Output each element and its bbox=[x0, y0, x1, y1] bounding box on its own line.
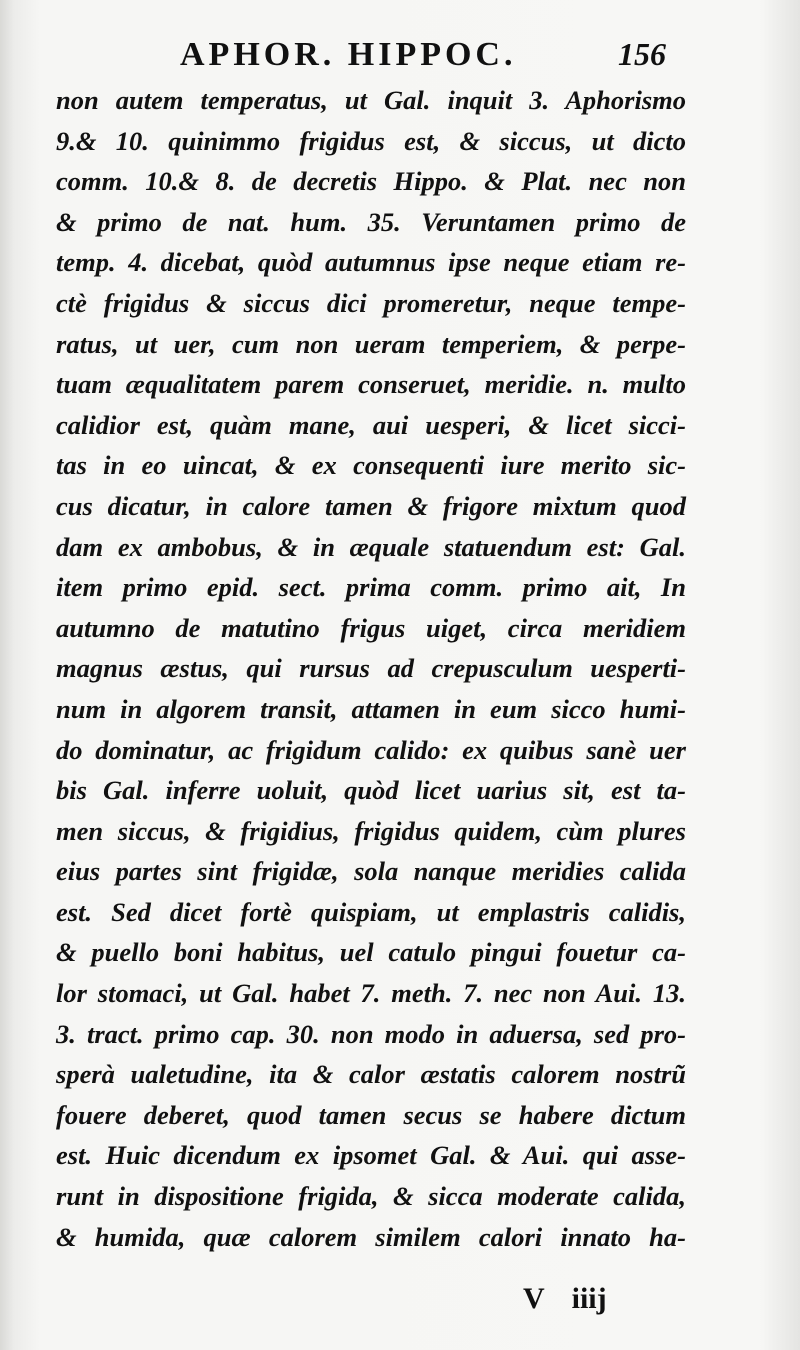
text-line: est. Huic dicendum ex ipsomet Gal. & Aui. qui asse- bbox=[56, 1140, 686, 1171]
text-line: 3. tract. primo cap. 30. non modo in aduersa, sed pro- bbox=[56, 1018, 686, 1049]
text-line: tas in eo uincat, & ex consequenti iure merito sic- bbox=[56, 450, 686, 481]
text-line: est. Sed dicet fortè quispiam, ut emplastris calidis, bbox=[56, 896, 686, 927]
page-header bbox=[0, 36, 800, 80]
text-line: ratus, ut uer, cum non ueram temperiem, & perpe- bbox=[56, 328, 686, 359]
text-line: cus dicatur, in calore tamen & frigore mixtum quod bbox=[56, 490, 686, 521]
text-line: temp. 4. dicebat, quòd autumnus ipse neque etiam re- bbox=[56, 247, 686, 278]
text-line: & puello boni habitus, uel catulo pingui fouetur ca- bbox=[56, 937, 686, 968]
text-line: dam ex ambobus, & in æquale statuendum est: Gal. bbox=[56, 531, 686, 562]
text-line: runt in dispositione frigida, & sicca moderate calida, bbox=[56, 1181, 686, 1212]
text-line: fouere deberet, quod tamen secus se habere dictum bbox=[56, 1099, 686, 1130]
page-number: 156 bbox=[618, 36, 666, 72]
body-text bbox=[56, 80, 686, 1257]
text-line: lor stomaci, ut Gal. habet 7. meth. 7. nec non Aui. 13. bbox=[56, 978, 686, 1009]
signature-mark: V iiij bbox=[523, 1282, 607, 1315]
text-line: num in algorem transit, attamen in eum sicco humi- bbox=[56, 693, 686, 724]
text-line: comm. 10.& 8. de decretis Hippo. & Plat. nec non bbox=[56, 166, 686, 197]
text-line: ctè frigidus & siccus dici promeretur, neque tempe- bbox=[56, 287, 686, 318]
text-line: tuam æqualitatem parem conseruet, meridie. n. multo bbox=[56, 369, 686, 400]
running-head: APHOR. HIPPOC. bbox=[180, 36, 517, 73]
text-line: eius partes sint frigidæ, sola nanque meridies calida bbox=[56, 856, 686, 887]
text-line: do dominatur, ac frigidum calido: ex quibus sanè uer bbox=[56, 734, 686, 765]
text-line: non autem temperatus, ut Gal. inquit 3. Aphorismo bbox=[56, 85, 686, 115]
text-line: calidior est, quàm mane, aui uesperi, & licet sicci- bbox=[56, 409, 686, 440]
text-line: bis Gal. inferre uoluit, quòd licet uarius sit, est ta- bbox=[56, 775, 686, 806]
text-line: autumno de matutino frigus uiget, circa meridiem bbox=[56, 612, 686, 643]
text-line: & humida, quæ calorem similem calori innato ha- bbox=[56, 1221, 686, 1252]
text-line: & primo de nat. hum. 35. Veruntamen primo de bbox=[56, 206, 686, 237]
text-line: magnus æstus, qui rursus ad crepusculum uesperti- bbox=[56, 653, 686, 684]
text-line: sperà ualetudine, ita & calor æstatis calorem nostrũ bbox=[56, 1059, 686, 1090]
text-line: 9.& 10. quinimmo frigidus est, & siccus, ut dicto bbox=[56, 125, 686, 156]
text-line: item primo epid. sect. prima comm. primo ait, In bbox=[56, 572, 686, 603]
text-line: men siccus, & frigidius, frigidus quidem, cùm plures bbox=[56, 815, 686, 846]
